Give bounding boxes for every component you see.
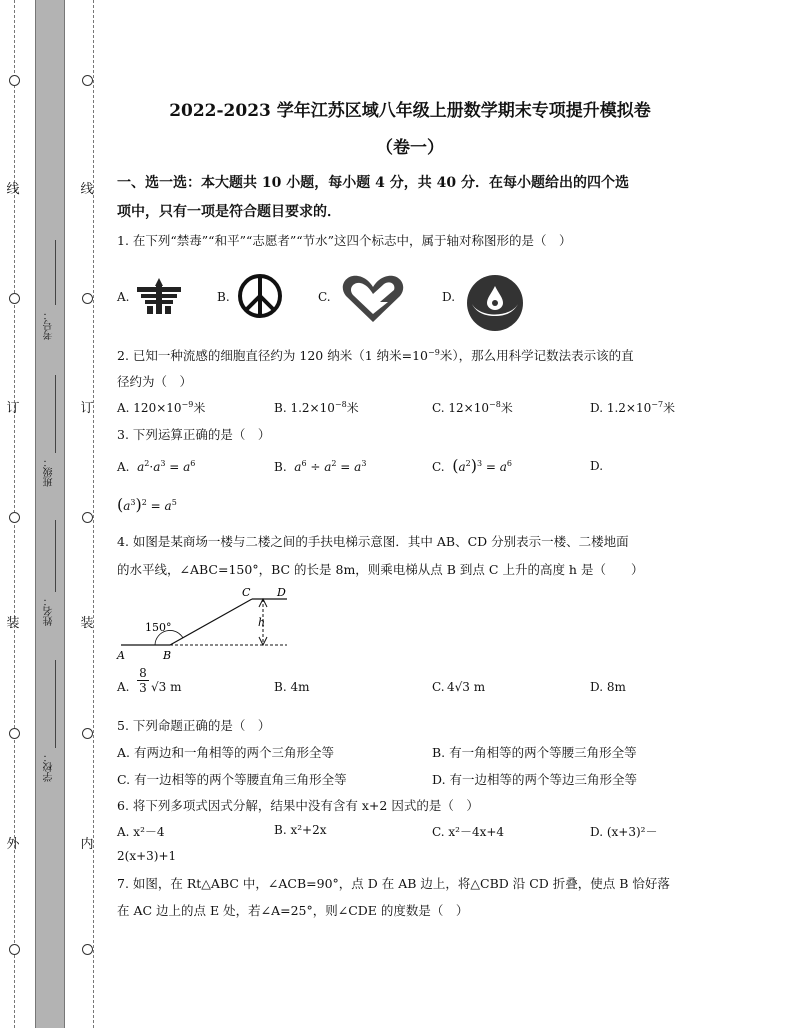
point-a-label: A — [117, 649, 125, 662]
q4-option-a-label[interactable]: A. — [117, 680, 130, 694]
q6-option-d[interactable]: D. (x+3)²－ — [590, 825, 658, 839]
q5-option-c[interactable]: C. 有一边相等的两个等腰直角三角形全等 — [117, 772, 347, 787]
q3-option-d-label[interactable]: D. — [590, 459, 604, 473]
volunteer-heart-icon — [340, 270, 406, 326]
q7-stem: 7. 如图，在 Rt△ABC 中，∠ACB=90°，点 D 在 AB 边上，将△CBD 沿 CD 折叠，使点 B 恰好落 — [117, 876, 670, 891]
school-field[interactable] — [55, 660, 56, 748]
q4-option-c-label[interactable]: C. — [432, 680, 445, 694]
q4-option-a-fraction — [137, 666, 149, 695]
q6-stem: 6. 将下列多项式因式分解，结果中没有含有 x+2 因式的是（ ） — [117, 798, 479, 813]
point-c-label: C — [242, 586, 251, 599]
q2-option-b[interactable]: B. $1.2\times 10^{-8}$米 — [274, 400, 359, 415]
q1-option-d-label: D. — [442, 290, 456, 304]
margin-char: 内 — [80, 837, 94, 852]
binding-hole-circle — [82, 728, 93, 739]
paper-subtitle: （卷一） — [376, 138, 444, 158]
anti-drug-emblem-icon — [133, 276, 185, 316]
q5-stem: 5. 下列命题正确的是（ ） — [117, 718, 271, 733]
margin-char: 外 — [6, 837, 20, 852]
q4-option-d[interactable]: D. 8m — [590, 680, 626, 694]
margin-char: 订 — [80, 401, 94, 416]
q4-stem: 4. 如图是某商场一楼与二楼之间的手扶电梯示意图．其中 AB、CD 分别表示一楼、二楼地面 — [117, 534, 629, 549]
paper-title: 2022-2023 学年江苏区域八年级上册数学期末专项提升模拟卷 — [169, 101, 651, 121]
q2-stem: 2. 已知一种流感的细胞直径约为 120 纳米（1 纳米$=10^{-9}$米），那么用科学记数法表示该的直 — [117, 347, 634, 363]
class-field[interactable] — [55, 375, 56, 453]
class-label: 班级： — [44, 457, 55, 487]
q2-option-d[interactable]: D. $1.2\times 10^{-7}$米 — [590, 400, 676, 415]
q6-option-a[interactable]: A. x²－4 — [117, 825, 165, 839]
point-d-label: D — [277, 586, 286, 599]
q5-option-b[interactable]: B. 有一角相等的两个等腰三角形全等 — [432, 745, 637, 760]
angle-label: 150° — [145, 621, 172, 634]
escalator-diagram — [115, 585, 295, 665]
binding-hole-circle — [82, 75, 93, 86]
binding-hole-circle — [82, 293, 93, 304]
peace-sign-icon — [236, 272, 284, 320]
q2-stem-cont: 径约为（ ） — [117, 374, 193, 389]
binding-hole-circle — [82, 944, 93, 955]
q1-option-b-label: B. — [217, 290, 230, 304]
q5-option-a[interactable]: A. 有两边和一角相等的两个三角形全等 — [117, 745, 334, 760]
name-field[interactable] — [55, 520, 56, 592]
binding-hole-circle — [9, 293, 20, 304]
height-label: h — [258, 616, 266, 629]
margin-char: 装 — [80, 616, 94, 631]
exam-number-label: 考号： — [44, 310, 55, 340]
point-b-label: B — [163, 649, 172, 662]
q3-option-b[interactable]: B. $a^6 \div a^2 = a^3$ — [274, 459, 367, 474]
q4-stem-cont: 的水平线，∠ABC=150°，BC 的长是 8m，则乘电梯从点 B 到点 C 上升的高度 h 是（ ） — [117, 562, 644, 577]
q1-option-a-label: A. — [117, 290, 130, 304]
q3-option-a[interactable]: A. $a^2\cdot a^3 = a^6$ — [117, 459, 196, 474]
q4-option-c-value: 4√3 m — [447, 680, 486, 694]
margin-char: 线 — [6, 182, 20, 197]
q3-stem: 3. 下列运算正确的是（ ） — [117, 427, 271, 442]
exam-number-field[interactable] — [55, 240, 56, 305]
binding-hole-circle — [9, 944, 20, 955]
binding-hole-circle — [82, 512, 93, 523]
margin-char: 线 — [80, 182, 94, 197]
section-heading: 一、选一选：本大题共 10 小题，每小题 4 分，共 40 分．在每小题给出的四个选 — [117, 175, 629, 191]
fraction-numerator: 8 — [139, 666, 147, 680]
q6-option-d-cont: 2(x+3)+1 — [117, 849, 177, 863]
name-label: 姓名： — [44, 596, 55, 626]
margin-char: 订 — [6, 401, 20, 416]
q7-stem-cont: 在 AC 边上的点 E 处，若∠A=25°，则∠CDE 的度数是（ ） — [117, 903, 469, 918]
q1-option-c-label: C. — [318, 290, 331, 304]
q6-option-b[interactable]: B. x²+2x — [274, 823, 327, 837]
q4-option-a-value: √3 m — [151, 680, 182, 694]
school-label: 学校： — [44, 752, 55, 782]
water-saving-icon — [466, 274, 524, 332]
q3-option-c[interactable]: C. $(a^2)^3 = a^6$ — [432, 456, 512, 475]
binding-strip — [35, 0, 65, 1028]
binding-hole-circle — [9, 512, 20, 523]
q1-stem: 1. 在下列“禁毒”“和平”“志愿者”“节水”这四个标志中，属于轴对称图形的是（ ） — [117, 233, 572, 248]
q5-option-d[interactable]: D. 有一边相等的两个等边三角形全等 — [432, 772, 638, 787]
binding-hole-circle — [9, 728, 20, 739]
q4-option-b[interactable]: B. 4m — [274, 680, 310, 694]
q3-option-d-expression: $(a^3)^2 = a^5$ — [117, 495, 177, 514]
fraction-denominator: 3 — [137, 680, 149, 695]
margin-char: 装 — [6, 616, 20, 631]
q2-option-a[interactable]: A. $120\times 10^{-9}$米 — [117, 400, 206, 415]
inner-cut-line — [93, 0, 94, 1028]
q6-option-c[interactable]: C. x²－4x+4 — [432, 825, 505, 839]
q2-option-c[interactable]: C. $12\times 10^{-8}$米 — [432, 400, 513, 415]
section-heading-cont: 项中，只有一项是符合题目要求的． — [117, 204, 341, 220]
binding-hole-circle — [9, 75, 20, 86]
